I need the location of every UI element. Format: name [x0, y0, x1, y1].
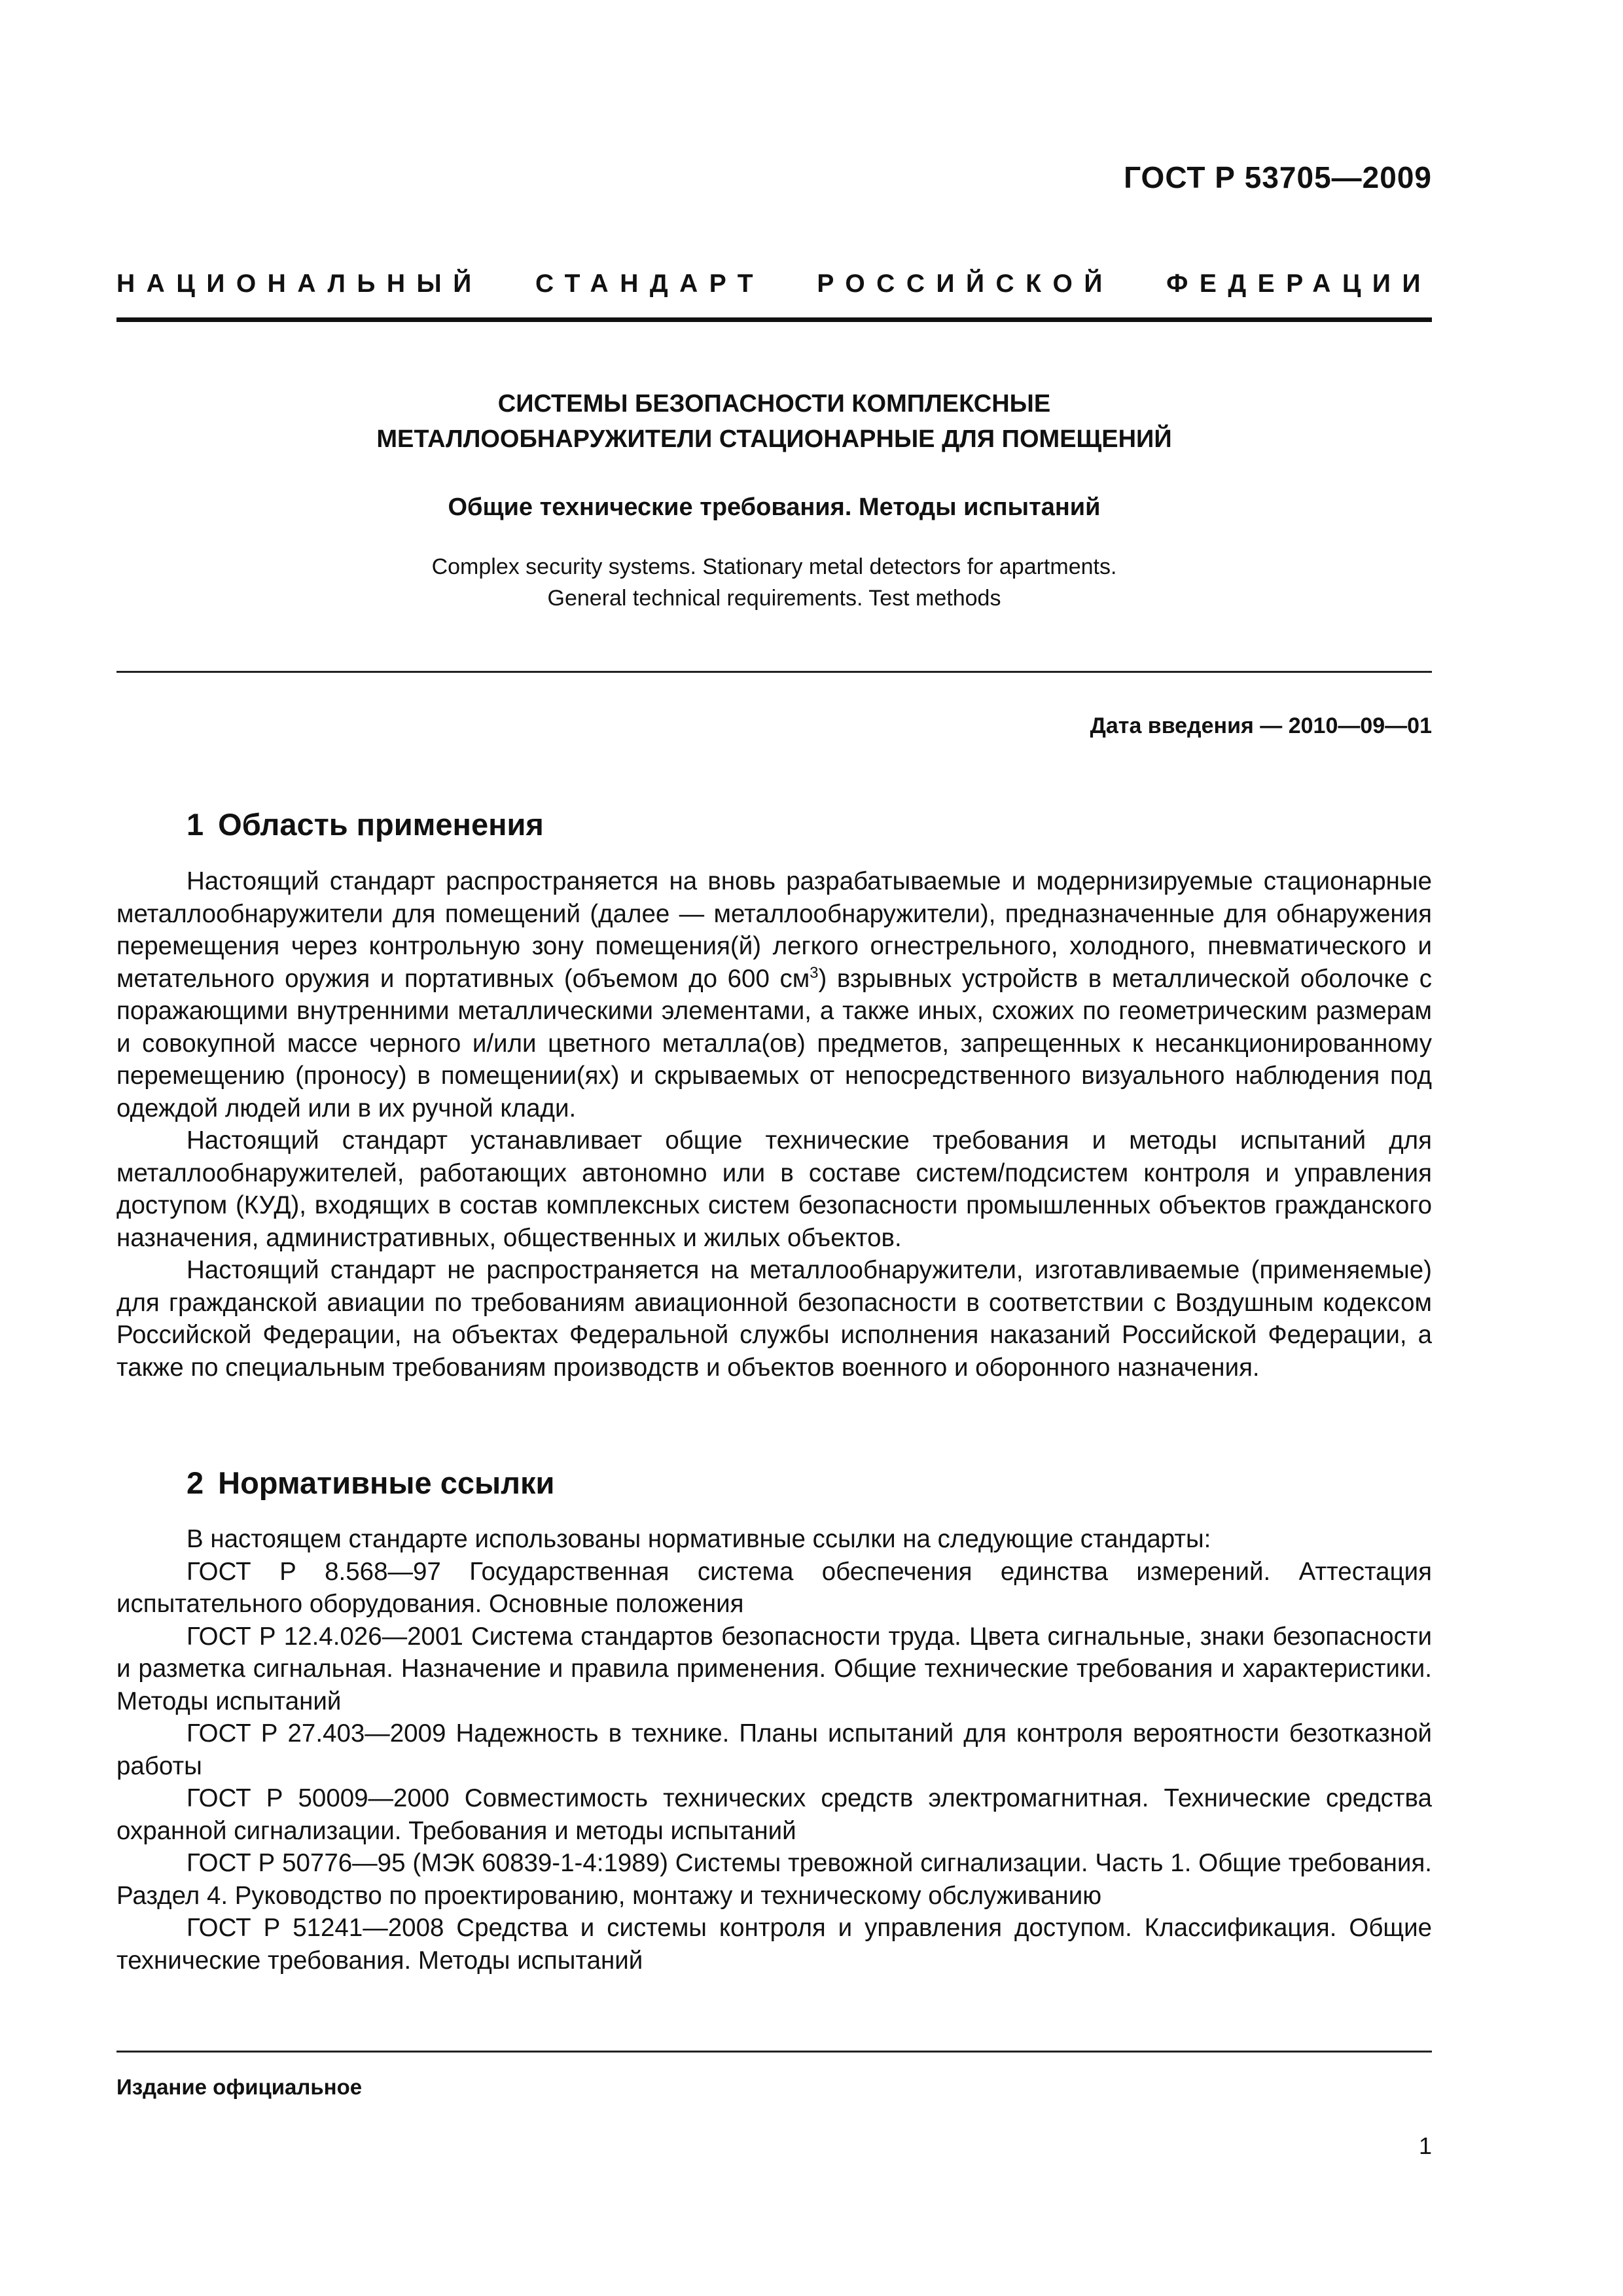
- section-2-number: 2: [187, 1465, 204, 1500]
- section-1-paragraph: Настоящий стандарт устанавливает общие технические требования и методы испытаний для металлообнаружителей, работающих автономно или в составе систем/подсистем контроля и управления доступом (КУД), входящих в состав комплексных систем безопасности промышленных объектов гражданского назначения, административных, общественных и жилых объектов.: [116, 1126, 1432, 1252]
- section-2-heading: [187, 1465, 554, 1501]
- superscript: 3: [810, 963, 819, 982]
- reference-item: ГОСТ Р 50009—2000 Совместимость технических средств электромагнитная. Технические средства охранной сигнализации. Требования и методы испытаний: [116, 1784, 1432, 1845]
- paragraph-text: ) взрывных устройств в металлической оболочке с поражающими внутренними металлическими элементами, а также иных, схожих по геометрическим размерам и совокупной массе черного и/или цветного металла(ов) предметов, запрещенных к несанкционированному перемещению (проносу) в помещении(ях) и скрываемых от непосредственного визуального наблюдения под одеждой людей или в их ручной клади.: [116, 964, 1432, 1122]
- section-2-title: Нормативные ссылки: [218, 1465, 555, 1500]
- section-2-intro: В настоящем стандарте использованы нормативные ссылки на следующие стандарты:: [187, 1525, 1211, 1553]
- title-subtitle: Общие технические требования. Методы испытаний: [448, 493, 1101, 521]
- title-divider: [116, 671, 1432, 673]
- paragraph-text: Настоящий стандарт распространяется на вновь разрабатываемые и модернизируемые стационарные металлообнаружители для помещений (далее — металлообнаружители), предназначенные для обнаружения перемещения через контрольную зону помещения(й) легкого огнестрельного, холодного, пневматического и метательного оружия и портативных (объемом до 600 см: [116, 867, 1432, 993]
- reference-item: ГОСТ Р 12.4.026—2001 Система стандартов безопасности труда. Цвета сигнальные, знаки безопасности и разметка сигнальная. Назначение и правила применения. Общие технические требования и характеристики. Методы испытаний: [116, 1622, 1432, 1715]
- reference-item: ГОСТ Р 51241—2008 Средства и системы контроля и управления доступом. Классификация. Общие технические требования. Методы испытаний: [116, 1914, 1432, 1975]
- introduction-date: Дата введения — 2010—09—01: [1090, 713, 1432, 738]
- official-edition-label: Издание официальное: [116, 2075, 363, 2099]
- title-block: [116, 386, 1432, 614]
- section-1-body: [116, 865, 1432, 1384]
- reference-item: ГОСТ Р 27.403—2009 Надежность в технике. Планы испытаний для контроля вероятности безотказной работы: [116, 1719, 1432, 1780]
- title-line-2: МЕТАЛЛООБНАРУЖИТЕЛИ СТАЦИОНАРНЫЕ ДЛЯ ПОМЕЩЕНИЙ: [376, 425, 1172, 453]
- english-title: [116, 551, 1432, 614]
- section-1-heading: [187, 806, 544, 842]
- english-title-line-1: Complex security systems. Stationary metal detectors for apartments.: [431, 554, 1117, 579]
- section-1-number: 1: [187, 807, 204, 842]
- title-line-1: СИСТЕМЫ БЕЗОПАСНОСТИ КОМПЛЕКСНЫЕ: [497, 390, 1051, 418]
- english-title-line-2: General technical requirements. Test methods: [547, 586, 1001, 611]
- national-standard-header: НАЦИОНАЛЬНЫЙ СТАНДАРТ РОССИЙСКОЙ ФЕДЕРАЦИИ: [116, 270, 1432, 298]
- section-1-paragraph: [116, 865, 1432, 1124]
- section-1-title: Область применения: [218, 807, 544, 842]
- reference-item: ГОСТ Р 50776—95 (МЭК 60839-1-4:1989) Системы тревожной сигнализации. Часть 1. Общие требования. Раздел 4. Руководство по проектированию, монтажу и техническому обслуживанию: [116, 1849, 1432, 1910]
- section-2-body: [116, 1523, 1432, 1977]
- document-number: ГОСТ Р 53705—2009: [1124, 160, 1432, 194]
- section-1-paragraph: Настоящий стандарт не распространяется на металлообнаружители, изготавливаемые (применяемые) для гражданской авиации по требованиям авиационной безопасности в соответствии с Воздушным кодексом Российской Федерации, на объектах Федеральной службы исполнения наказаний Российской Федерации, а также по специальным требованиям производств и объектов военного и оборонного назначения.: [116, 1256, 1432, 1382]
- footer-divider: [116, 2051, 1432, 2053]
- reference-item: ГОСТ Р 8.568—97 Государственная система обеспечения единства измерений. Аттестация испытательного оборудования. Основные положения: [116, 1557, 1432, 1618]
- header-divider: [116, 317, 1432, 322]
- page-number: 1: [1418, 2132, 1432, 2159]
